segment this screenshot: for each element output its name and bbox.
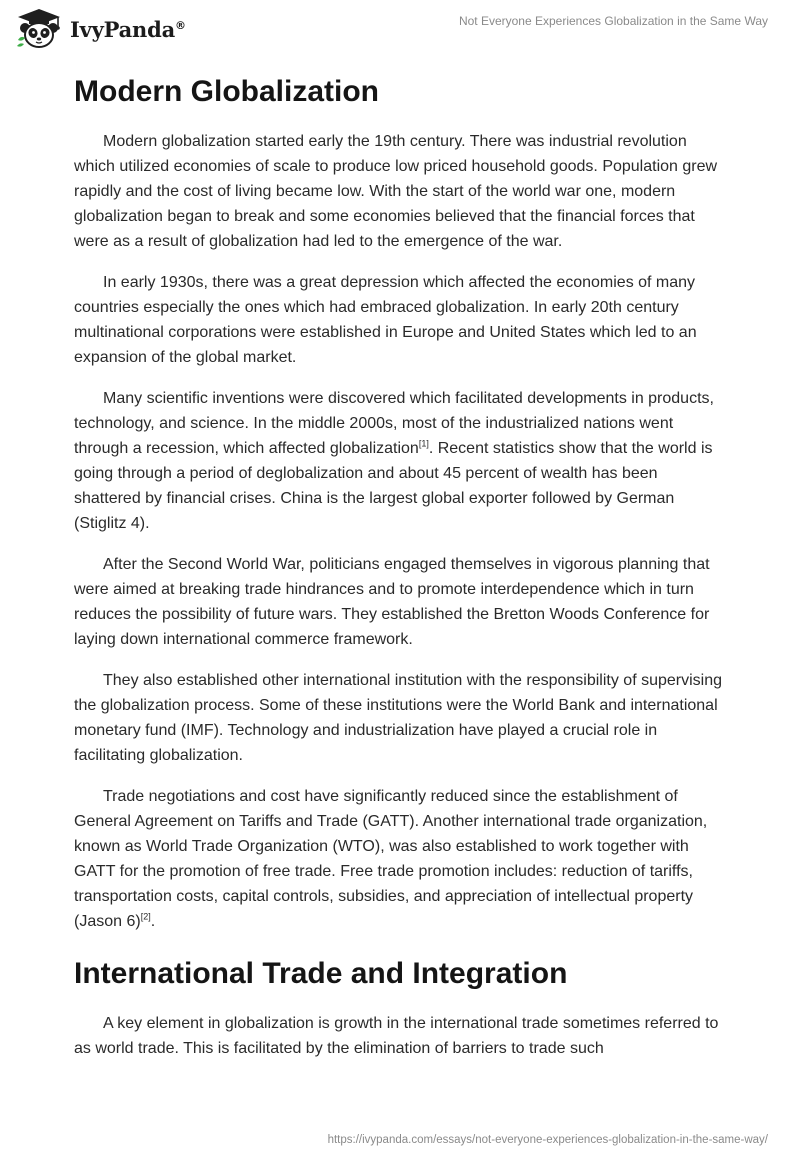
paragraph: After the Second World War, politicians engaged themselves in vigorous planning that were aimed at breaking trade hindrances and to promote interdependence which in turn reduces the possibility of future wars. They established the Bretton Woods Conference for laying down international commerce framework. bbox=[74, 556, 710, 648]
section-heading-modern-globalization: Modern Globalization bbox=[74, 75, 379, 108]
reference-link-2[interactable]: [2] bbox=[140, 911, 151, 922]
paragraph: They also established other international institution with the responsibility of supervising the globalization process. Some of these institutions were the World Bank and international monetary fund (IMF). Technology and industrialization have played a crucial role in facilitating globalization. bbox=[74, 672, 723, 764]
panda-logo-icon bbox=[14, 8, 64, 50]
paragraph: A key element in globalization is growth in the international trade sometimes referred to as world trade. This is facilitated by the elimination of barriers to trade such bbox=[74, 1015, 719, 1057]
paragraph-text: Many scientific inventions were discovered which facilitated developments in products, technology, and science. In the middle 2000s, most of the industrialized nations went through a recession, which affected globalization bbox=[74, 390, 714, 457]
paragraph: Modern globalization started early the 19th century. There was industrial revolution which utilized economies of scale to produce low priced household goods. Population grew rapidly and the cost of living became low. With the start of the world war one, modern globalization began to break and some economies believed that the financial forces that were as a result of globalization had led to the emergence of the war. bbox=[74, 133, 718, 250]
registered-mark: ® bbox=[175, 18, 186, 32]
essay-content bbox=[74, 68, 724, 1077]
paragraph: In early 1930s, there was a great depression which affected the economies of many countries especially the ones which had embraced globalization. In early 20th century multinational corporations were established in Europe and United States which led to an expansion of the global market. bbox=[74, 274, 697, 366]
paragraph-text: . bbox=[150, 913, 156, 930]
section-heading-international-trade: International Trade and Integration bbox=[74, 957, 568, 990]
paragraph bbox=[74, 386, 724, 536]
logo-wordmark bbox=[70, 17, 186, 42]
paragraph-text: Trade negotiations and cost have significantly reduced since the establishment of General Agreement on Tariffs and Trade (GATT). Another international trade organization, known as World Trade Organization (WTO), was also established to work together with GATT for the promotion of free trade. Free trade promotion includes: reduction of tariffs, transportation costs, capital controls, subsidies, and appreciation of intellectual property (Jason 6) bbox=[74, 788, 708, 930]
ivypanda-logo[interactable] bbox=[14, 8, 186, 50]
paragraph-text: . Recent statistics show that the world is going through a period of deglobalization and about 45 percent of wealth has been shattered by financial crises. China is the largest global exporter followed by German (Stiglitz 4). bbox=[74, 440, 713, 532]
logo-text: IvyPanda bbox=[70, 16, 176, 42]
paragraph bbox=[74, 784, 724, 934]
source-url[interactable]: https://ivypanda.com/essays/not-everyone-experiences-globalization-in-the-same-way/ bbox=[327, 1134, 768, 1146]
page-header bbox=[0, 0, 800, 60]
running-title: Not Everyone Experiences Globalization in the Same Way bbox=[458, 14, 768, 28]
reference-link-1[interactable]: [1] bbox=[418, 438, 429, 449]
